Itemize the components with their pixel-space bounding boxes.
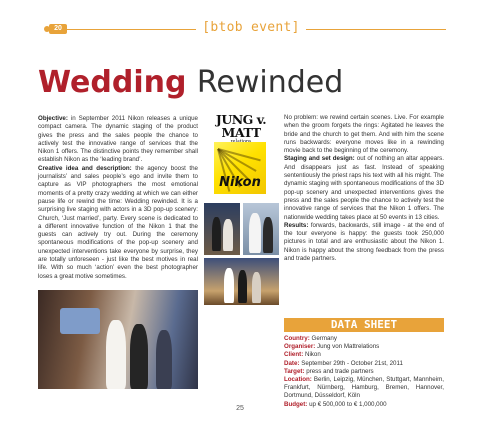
row-value: Berlin, Leipzig, München, Stuttgart, Mannheim, Frankfurt, Nürnberg, Hamburg, Bremen, Hannover, Dortmund, Düsseldorf, Köln bbox=[284, 376, 444, 400]
paragraph-label: Objective: bbox=[38, 115, 68, 122]
paragraph-label: Creative idea and description: bbox=[38, 164, 132, 172]
data-sheet-body bbox=[284, 335, 444, 409]
header-rule-left bbox=[66, 29, 196, 30]
data-sheet-row bbox=[284, 335, 444, 343]
paragraph-text: out of nothing an altar appears. And disappears just as fast. Instead of speaking sententiously the priest raps his text with all his might. The dynamic staging with spontaneous modifications of the 3D pop-up scenery and unexpected interventions gives the press and the sales people the chance to actively test the innovative range of services that the Nikon 1 offers. The nationwide wedding takes place at 50 events in 13 cities. bbox=[284, 155, 444, 221]
wedding-photo-ceremony bbox=[38, 290, 198, 389]
data-sheet-row bbox=[284, 343, 444, 351]
row-value: Germany bbox=[309, 335, 337, 342]
paragraph-text: the agency boost the journalists’ and sales people’s ego and invite them to capture as VIP photographers the most emotional moments of a pretty crazy wedding at which we can either pause life or rewind the time: Wedding rewinded. It is a surprising live staging with actors in a 3D pop-up scenery: Church, ‘Just married’, party. Every scene is dedicated to a different innovative function of the Nikon 1 that the guests can actively try out. During the ceremony spontaneous modifications of the pop-up scenery and unexpected interventions take everyone by surprise, they are totally unforeseen - just like the best motives in real life. With so much ‘action’ even the best photographer loses a great motive sometimes. bbox=[38, 164, 199, 280]
row-key: Target: bbox=[284, 367, 305, 375]
row-key: Country: bbox=[284, 335, 310, 342]
row-value: Jung von Mattrelations bbox=[315, 343, 380, 351]
header-rule-right bbox=[306, 29, 446, 30]
jung-v-matt-logo bbox=[206, 112, 276, 140]
paragraph-text: in September 2011 Nikon releases a unique compact camera. The dynamic staging of the product gives the press and the sales people the chance to actively test the innovative range of services that the Nikon 1 offers. The distinctive points they remember shall establish Nikon as the ‘leading brand’. bbox=[38, 115, 198, 164]
article-paragraph-results bbox=[284, 222, 444, 263]
nikon-logo bbox=[214, 142, 266, 194]
wedding-photo-guests bbox=[204, 203, 240, 255]
agency-logo-main: JUNG v. MATT bbox=[215, 112, 267, 140]
article-paragraph-objective bbox=[38, 115, 198, 165]
article-paragraph-creative-cont bbox=[284, 114, 444, 155]
paragraph-label: Results: bbox=[284, 221, 309, 229]
row-value: September 29th - October 21st, 2011 bbox=[299, 359, 403, 367]
row-value: press and trade partners bbox=[304, 367, 374, 375]
article-column-left bbox=[38, 115, 198, 281]
data-sheet-row bbox=[284, 376, 444, 401]
row-key: Budget: bbox=[284, 400, 308, 408]
title-rest: Rewinded bbox=[196, 65, 344, 100]
data-sheet-heading: DATA SHEET bbox=[284, 318, 444, 332]
title-highlight: Wedding bbox=[38, 65, 187, 100]
row-value: up € 500,000 to € 1,000,000 bbox=[307, 400, 387, 408]
wedding-photo-altar bbox=[204, 258, 279, 305]
data-sheet-row bbox=[284, 351, 444, 359]
page-title bbox=[38, 66, 458, 100]
row-key: Organiser: bbox=[284, 343, 316, 351]
page-number: 25 bbox=[236, 405, 244, 412]
data-sheet-row bbox=[284, 401, 444, 409]
article-column-right bbox=[284, 114, 444, 263]
article-paragraph-creative bbox=[38, 165, 198, 281]
paragraph-text: No problem: we rewind certain scenes. Live. For example when the groom forgets the rings: Agitated he leaves the bride and the church to get them. And with him the scene runs backwards: everyone moves like in a rewinding movie back to the beginning of the ceremony. bbox=[284, 114, 444, 155]
issue-badge: 20 bbox=[49, 24, 67, 34]
nikon-wordmark: Nikon bbox=[219, 175, 261, 190]
paragraph-label: Staging and set design: bbox=[284, 155, 355, 163]
data-sheet-row bbox=[284, 360, 444, 368]
row-value: Nikon bbox=[303, 351, 321, 359]
section-tag: [btob event] bbox=[202, 20, 300, 35]
paragraph-text: forwards, backwards, still image - at the end of the tour everyone is happy: the guests took 250,000 pictures in total and are enthusiastic about the Nikon 1. Nikon is happy about the strong feedback from the press and trade partners. bbox=[284, 221, 444, 263]
row-key: Date: bbox=[284, 359, 300, 367]
row-key: Client: bbox=[284, 351, 304, 359]
wedding-photo-camera bbox=[243, 203, 279, 255]
row-key: Location: bbox=[284, 376, 312, 384]
data-sheet bbox=[284, 318, 444, 409]
data-sheet-row bbox=[284, 368, 444, 376]
article-paragraph-staging bbox=[284, 155, 444, 221]
